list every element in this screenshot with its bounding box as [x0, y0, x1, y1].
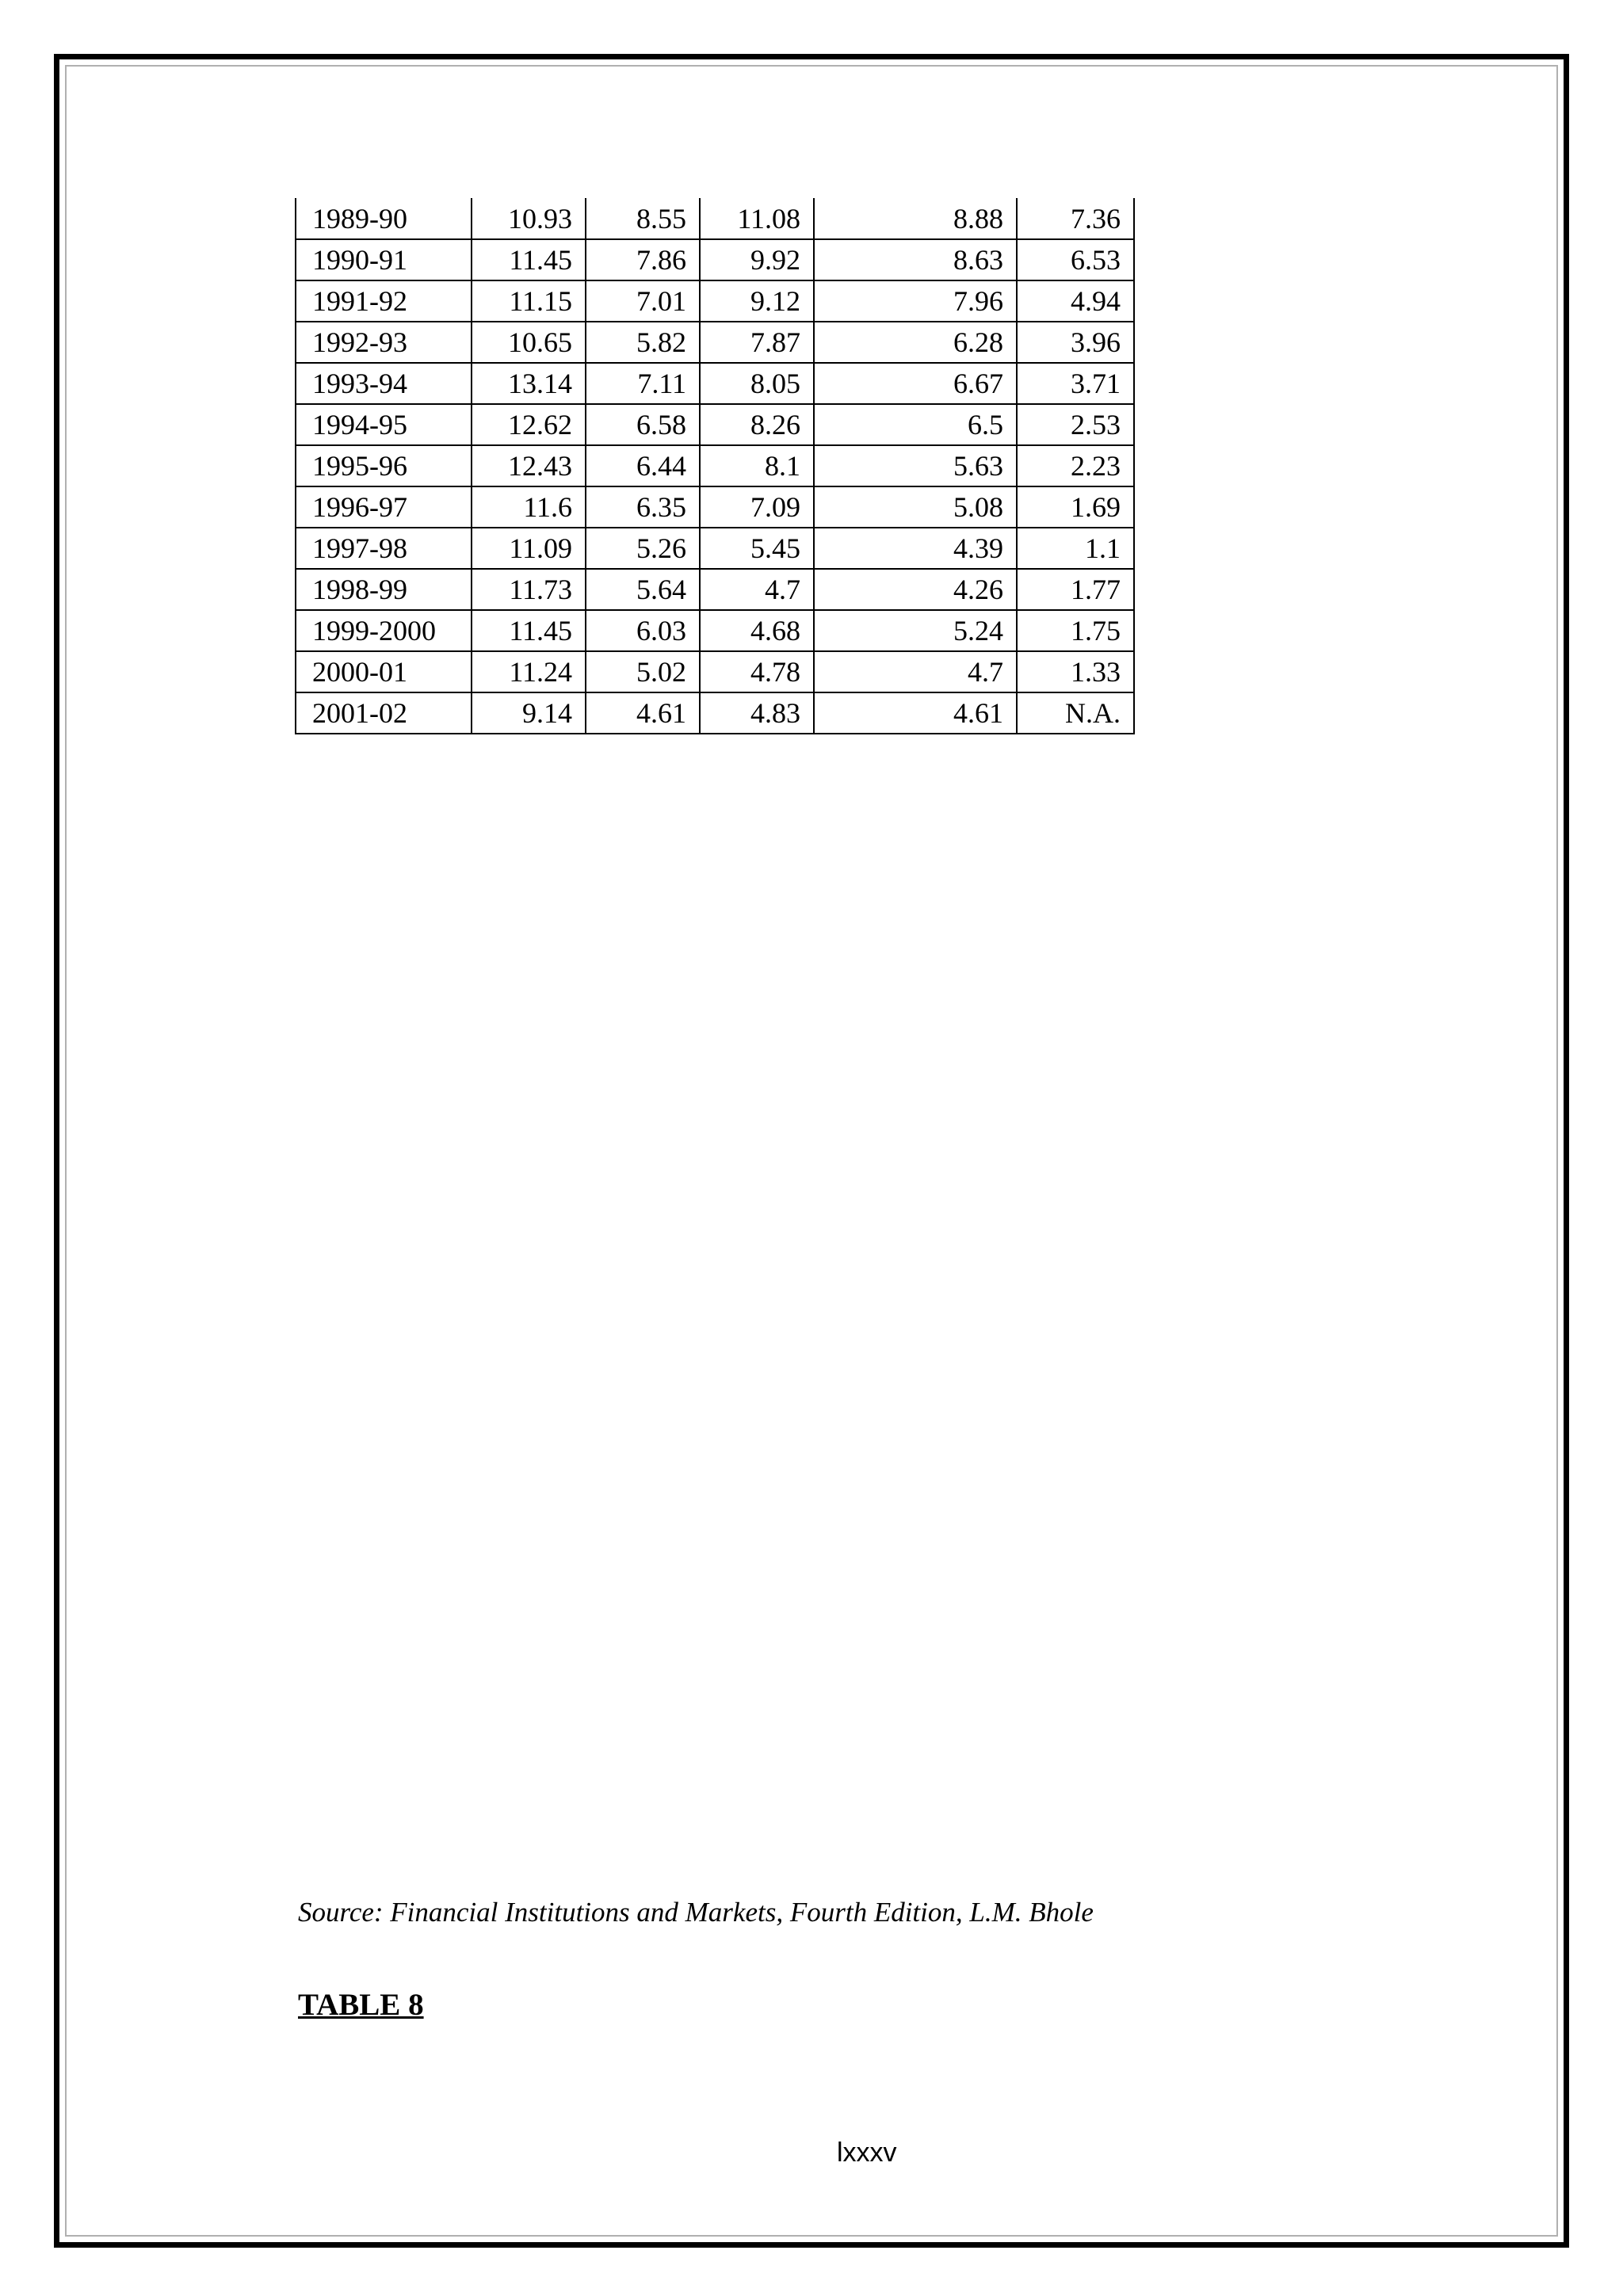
table-heading: TABLE 8 [298, 1988, 424, 2022]
value-cell: 4.7 [700, 569, 814, 610]
table-row [296, 569, 1134, 610]
value-cell: 5.45 [700, 528, 814, 569]
value-cell: 11.73 [472, 569, 586, 610]
value-cell: 5.64 [586, 569, 700, 610]
value-cell: 7.96 [814, 280, 1017, 322]
value-cell: 8.55 [586, 198, 700, 239]
table-row [296, 528, 1134, 569]
value-cell: N.A. [1017, 692, 1134, 734]
value-cell: 6.35 [586, 486, 700, 528]
value-cell: 2.23 [1017, 445, 1134, 486]
value-cell: 6.67 [814, 363, 1017, 404]
value-cell: 3.96 [1017, 322, 1134, 363]
table-row [296, 363, 1134, 404]
year-cell: 1999-2000 [296, 610, 472, 651]
value-cell: 7.87 [700, 322, 814, 363]
value-cell: 5.24 [814, 610, 1017, 651]
value-cell: 1.69 [1017, 486, 1134, 528]
value-cell: 7.09 [700, 486, 814, 528]
table-row [296, 692, 1134, 734]
value-cell: 8.26 [700, 404, 814, 445]
value-cell: 5.02 [586, 651, 700, 692]
table-row [296, 239, 1134, 280]
value-cell: 5.26 [586, 528, 700, 569]
value-cell: 4.61 [814, 692, 1017, 734]
value-cell: 8.05 [700, 363, 814, 404]
year-cell: 1992-93 [296, 322, 472, 363]
value-cell: 4.7 [814, 651, 1017, 692]
table-row [296, 651, 1134, 692]
year-cell: 1998-99 [296, 569, 472, 610]
page-number: lxxxv [837, 2138, 897, 2168]
value-cell: 4.61 [586, 692, 700, 734]
value-cell: 12.62 [472, 404, 586, 445]
table-row [296, 322, 1134, 363]
value-cell: 9.12 [700, 280, 814, 322]
source-note: Source: Financial Institutions and Markets, Fourth Edition, L.M. Bhole [298, 1897, 1094, 1928]
year-cell: 1995-96 [296, 445, 472, 486]
year-cell: 1990-91 [296, 239, 472, 280]
year-cell: 1993-94 [296, 363, 472, 404]
value-cell: 11.08 [700, 198, 814, 239]
table-row [296, 404, 1134, 445]
year-cell: 1994-95 [296, 404, 472, 445]
value-cell: 5.08 [814, 486, 1017, 528]
table-row [296, 198, 1134, 239]
value-cell: 6.5 [814, 404, 1017, 445]
value-cell: 11.24 [472, 651, 586, 692]
value-cell: 6.03 [586, 610, 700, 651]
value-cell: 4.78 [700, 651, 814, 692]
value-cell: 10.93 [472, 198, 586, 239]
table-row [296, 486, 1134, 528]
value-cell: 4.39 [814, 528, 1017, 569]
value-cell: 4.68 [700, 610, 814, 651]
value-cell: 8.63 [814, 239, 1017, 280]
value-cell: 4.94 [1017, 280, 1134, 322]
year-cell: 1991-92 [296, 280, 472, 322]
value-cell: 8.1 [700, 445, 814, 486]
value-cell: 11.45 [472, 610, 586, 651]
value-cell: 6.58 [586, 404, 700, 445]
value-cell: 1.33 [1017, 651, 1134, 692]
value-cell: 11.45 [472, 239, 586, 280]
table-body [296, 198, 1134, 734]
value-cell: 6.44 [586, 445, 700, 486]
value-cell: 6.28 [814, 322, 1017, 363]
value-cell: 6.53 [1017, 239, 1134, 280]
value-cell: 9.14 [472, 692, 586, 734]
year-cell: 1996-97 [296, 486, 472, 528]
table-row [296, 280, 1134, 322]
year-cell: 2000-01 [296, 651, 472, 692]
value-cell: 10.65 [472, 322, 586, 363]
year-cell: 1989-90 [296, 198, 472, 239]
value-cell: 1.75 [1017, 610, 1134, 651]
value-cell: 7.01 [586, 280, 700, 322]
table-row [296, 610, 1134, 651]
value-cell: 3.71 [1017, 363, 1134, 404]
value-cell: 9.92 [700, 239, 814, 280]
value-cell: 13.14 [472, 363, 586, 404]
value-cell: 7.11 [586, 363, 700, 404]
value-cell: 4.26 [814, 569, 1017, 610]
year-cell: 2001-02 [296, 692, 472, 734]
value-cell: 2.53 [1017, 404, 1134, 445]
value-cell: 11.6 [472, 486, 586, 528]
value-cell: 7.36 [1017, 198, 1134, 239]
value-cell: 4.83 [700, 692, 814, 734]
value-cell: 7.86 [586, 239, 700, 280]
value-cell: 5.63 [814, 445, 1017, 486]
data-table [295, 198, 1135, 734]
value-cell: 5.82 [586, 322, 700, 363]
value-cell: 11.15 [472, 280, 586, 322]
value-cell: 1.77 [1017, 569, 1134, 610]
value-cell: 8.88 [814, 198, 1017, 239]
value-cell: 12.43 [472, 445, 586, 486]
table-row [296, 445, 1134, 486]
year-cell: 1997-98 [296, 528, 472, 569]
value-cell: 1.1 [1017, 528, 1134, 569]
value-cell: 11.09 [472, 528, 586, 569]
